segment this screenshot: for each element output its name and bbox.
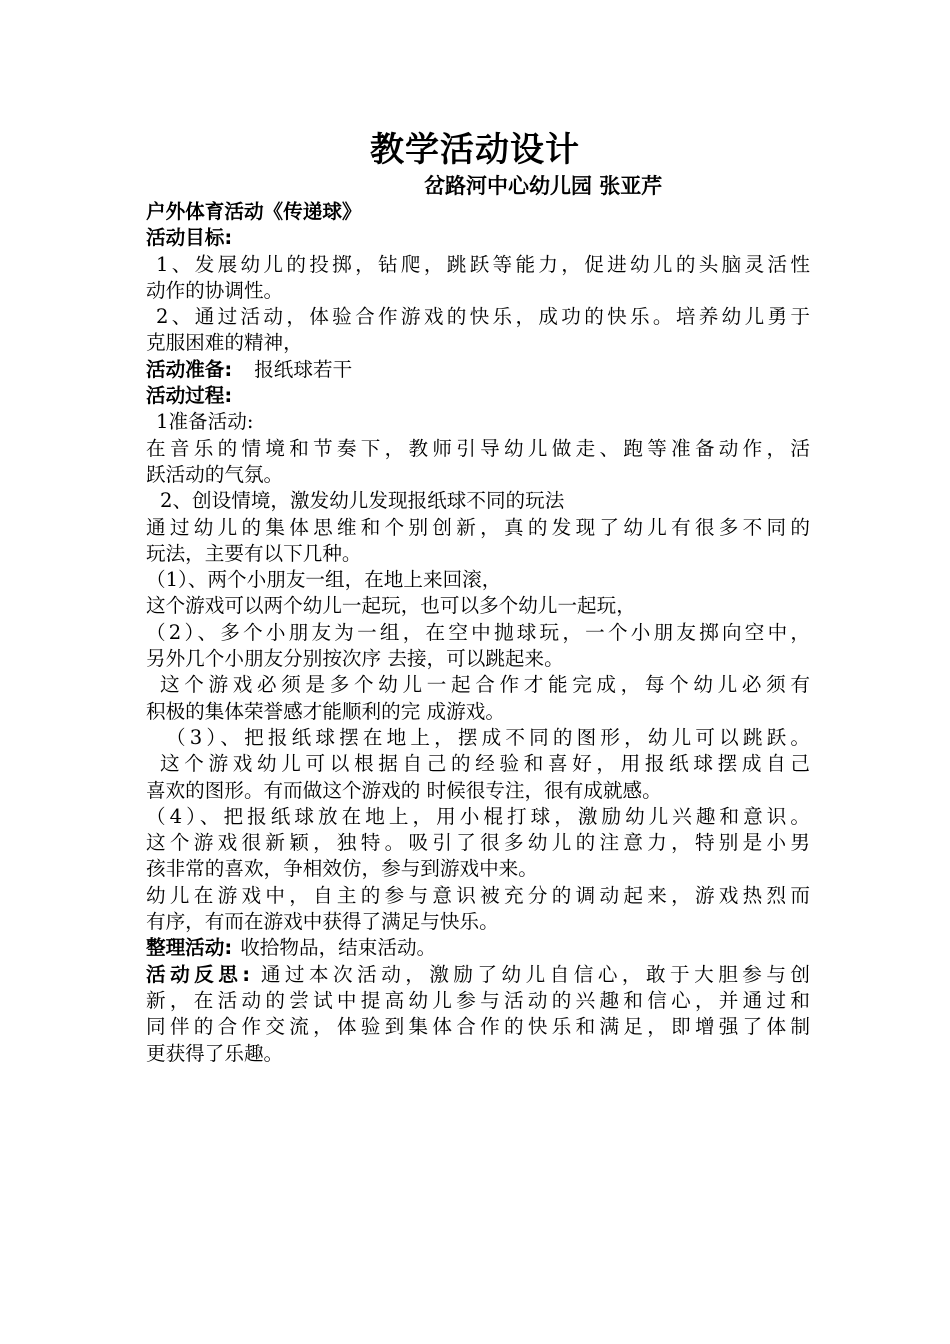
process-line-7: （1）、两个小朋友一组，在地上来回滚，	[146, 568, 502, 592]
reflection-heading: 活动反思:	[146, 962, 251, 986]
process-line-12: 积极的集体荣誉感才能顺利的完 成游戏。	[146, 699, 505, 723]
process-line-3: 跃活动的气氛。	[146, 462, 284, 486]
process-line-15: 喜欢的图形。有而做这个游戏的 时候很专注，很有成就感。	[146, 778, 662, 802]
goals-heading: 活动目标:	[146, 226, 233, 250]
goal-line-1: 1、发展幼儿的投掷，钻爬，跳跃等能力，促进幼儿的头脑灵活性	[156, 252, 810, 276]
preparation-heading: 活动准备:	[146, 357, 233, 381]
goal-line-4: 克服困难的精神，	[146, 331, 303, 355]
process-line-4: 2、创设情境，激发幼儿发现报纸球不同的玩法	[160, 489, 565, 513]
summary-text: 收拾物品，结束活动。	[240, 936, 437, 960]
activity-name: 户外体育活动《传递球》	[146, 200, 362, 223]
goal-line-3: 2、通过活动，体验合作游戏的快乐，成功的快乐。培养幼儿勇于	[156, 305, 810, 329]
process-line-19: 幼儿在游戏中，自主的参与意识被充分的调动起来，游戏热烈而	[146, 883, 810, 907]
goal-line-2: 动作的协调性。	[146, 278, 284, 302]
preparation-row	[146, 357, 810, 383]
process-line-20: 有序，有而在游戏中获得了满足与快乐。	[146, 910, 499, 934]
process-line-1: 1准备活动:	[156, 410, 254, 434]
author-line: 岔路河中心幼儿园 张亚芹	[424, 174, 663, 198]
reflection-line-4: 更获得了乐趣。	[146, 1041, 284, 1065]
process-line-18: 孩非常的喜欢，争相效仿，参与到游戏中来。	[146, 857, 538, 881]
summary-row	[146, 935, 810, 961]
process-line-2: 在音乐的情境和节奏下，教师引导幼儿做走、跑等准备动作，活	[146, 436, 810, 460]
process-line-5: 通过幼儿的集体思维和个别创新，真的发现了幼儿有很多不同的	[146, 515, 810, 539]
process-line-10: 另外几个小朋友分别按次序 去接，可以跳起来。	[146, 647, 564, 671]
process-line-17: 这个游戏很新颖，独特。吸引了很多幼儿的注意力，特别是小男	[146, 831, 810, 855]
preparation-text: 报纸球若干	[254, 357, 353, 381]
reflection-row	[146, 962, 810, 988]
process-line-9: （2）、多个小朋友为一组，在空中抛球玩，一个小朋友掷向空中，	[146, 620, 810, 644]
reflection-line-2: 新，在活动的尝试中提高幼儿参与活动的兴趣和信心，并通过和	[146, 988, 810, 1012]
process-line-6: 玩法，主要有以下几种。	[146, 541, 362, 565]
process-line-14: 这个游戏幼儿可以根据自己的经验和喜好，用报纸球摆成自己	[160, 752, 810, 776]
document-title: 教学活动设计	[370, 130, 580, 170]
summary-heading: 整理活动:	[146, 936, 233, 960]
reflection-line-1: 通过本次活动，激励了幼儿自信心，敢于大胆参与创	[260, 962, 810, 986]
process-heading: 活动过程:	[146, 384, 233, 408]
process-line-8: 这个游戏可以两个幼儿一起玩，也可以多个幼儿一起玩，	[146, 594, 636, 618]
document-body	[146, 199, 810, 1067]
reflection-line-3: 同伴的合作交流，体验到集体合作的快乐和满足，即增强了体制	[146, 1015, 810, 1039]
process-line-11: 这个游戏必须是多个幼儿一起合作才能完成，每个幼儿必须有	[160, 673, 810, 697]
process-line-13: （3）、把报纸球摆在地上，摆成不同的图形，幼儿可以跳跃。	[166, 725, 810, 749]
process-line-16: （4）、把报纸球放在地上，用小棍打球，激励幼儿兴趣和意识。	[146, 804, 810, 828]
